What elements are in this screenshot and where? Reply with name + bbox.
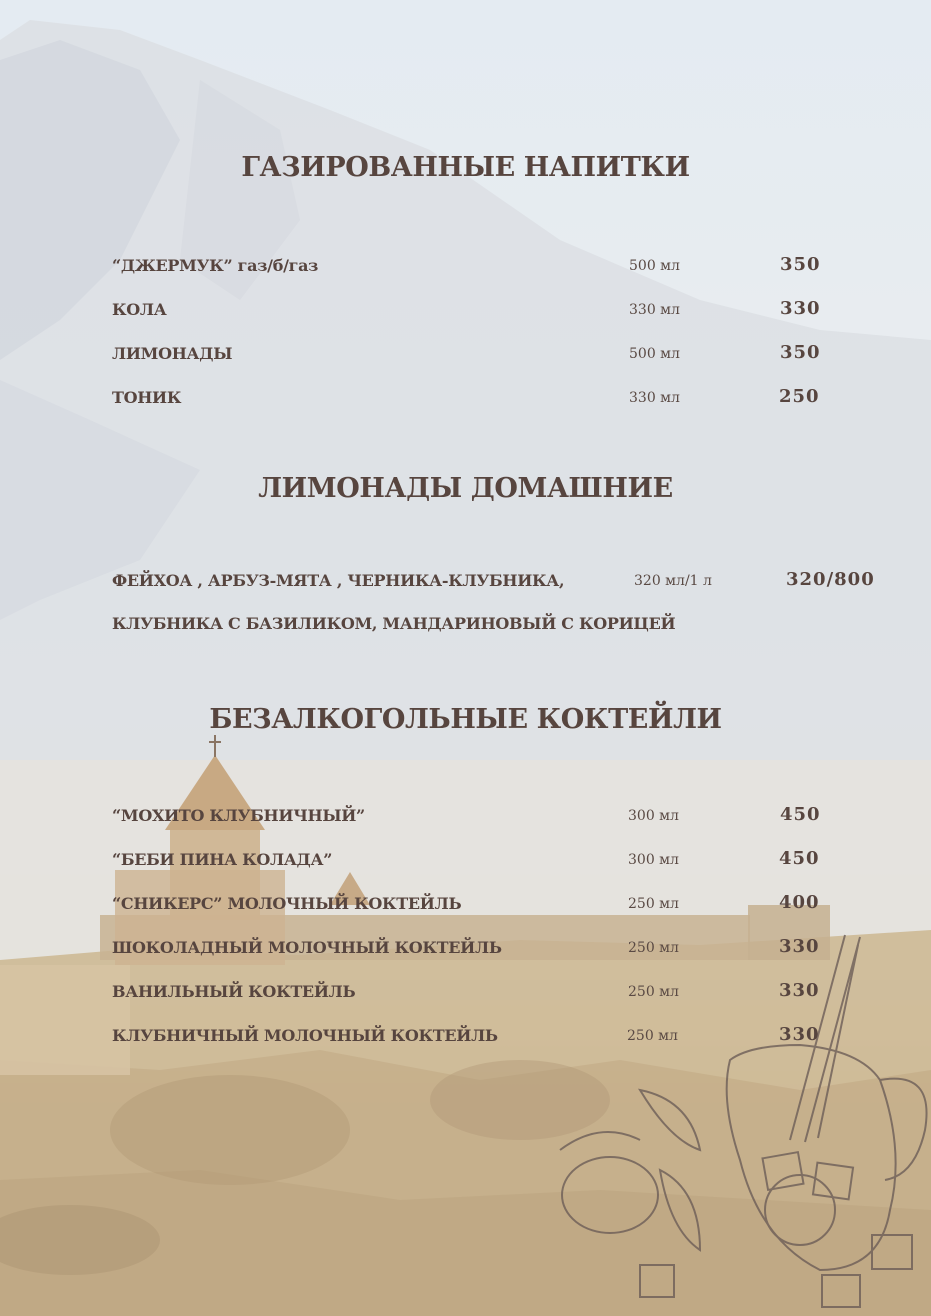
menu-item [0, 256, 931, 280]
item-price: 450 [779, 848, 820, 869]
menu-item [0, 806, 931, 830]
item-price: 320/800 [786, 569, 875, 590]
item-name: “ДЖЕРМУК” газ/б/газ [112, 256, 319, 275]
item-volume: 330 мл [629, 302, 680, 318]
item-name: “МОХИТО КЛУБНИЧНЫЙ” [112, 806, 365, 825]
item-name: “БЕБИ ПИНА КОЛАДА” [112, 850, 333, 869]
menu-item [0, 938, 931, 962]
menu-item [0, 344, 931, 368]
item-price: 330 [780, 298, 821, 319]
item-name: ШОКОЛАДНЫЙ МОЛОЧНЫЙ КОКТЕЙЛЬ [112, 938, 502, 957]
menu-item [0, 1026, 931, 1050]
item-name: ЛИМОНАДЫ [112, 344, 233, 363]
item-price: 350 [780, 254, 821, 275]
section-title-sparkling-drinks: ГАЗИРОВАННЫЕ НАПИТКИ [241, 152, 690, 183]
section-title-homemade-lemonades: ЛИМОНАДЫ ДОМАШНИЕ [258, 473, 673, 504]
item-volume: 300 мл [628, 808, 679, 824]
menu-item [0, 850, 931, 874]
item-volume: 250 мл [628, 896, 679, 912]
item-name: ВАНИЛЬНЫЙ КОКТЕЙЛЬ [112, 982, 356, 1001]
item-volume: 300 мл [628, 852, 679, 868]
item-name: КОЛА [112, 300, 167, 319]
section-title-non-alcoholic-cocktails: БЕЗАЛКОГОЛЬНЫЕ КОКТЕЙЛИ [209, 704, 722, 735]
item-price: 350 [780, 342, 821, 363]
item-name: ТОНИК [112, 388, 182, 407]
menu-item [0, 300, 931, 324]
item-price: 450 [780, 804, 821, 825]
item-price: 400 [779, 892, 820, 913]
item-volume: 320 мл/1 л [634, 573, 712, 589]
item-price: 330 [779, 936, 820, 957]
menu-item [0, 388, 931, 412]
item-price: 330 [779, 980, 820, 1001]
item-volume: 500 мл [629, 258, 680, 274]
item-volume: 500 мл [629, 346, 680, 362]
item-price: 330 [779, 1024, 820, 1045]
menu-item [0, 982, 931, 1006]
item-name: КЛУБНИКА С БАЗИЛИКОМ, МАНДАРИНОВЫЙ С КОРИЦЕЙ [112, 614, 676, 633]
item-volume: 330 мл [629, 390, 680, 406]
menu-item [0, 894, 931, 918]
item-volume: 250 мл [628, 984, 679, 1000]
menu-item [0, 571, 931, 595]
item-name: ФЕЙХОА , АРБУЗ-МЯТА , ЧЕРНИКА-КЛУБНИКА, [112, 571, 565, 590]
item-price: 250 [779, 386, 820, 407]
item-volume: 250 мл [627, 1028, 678, 1044]
menu-item [0, 614, 931, 638]
item-name: КЛУБНИЧНЫЙ МОЛОЧНЫЙ КОКТЕЙЛЬ [112, 1026, 498, 1045]
item-name: “СНИКЕРС” МОЛОЧНЫЙ КОКТЕЙЛЬ [112, 894, 462, 913]
item-volume: 250 мл [628, 940, 679, 956]
